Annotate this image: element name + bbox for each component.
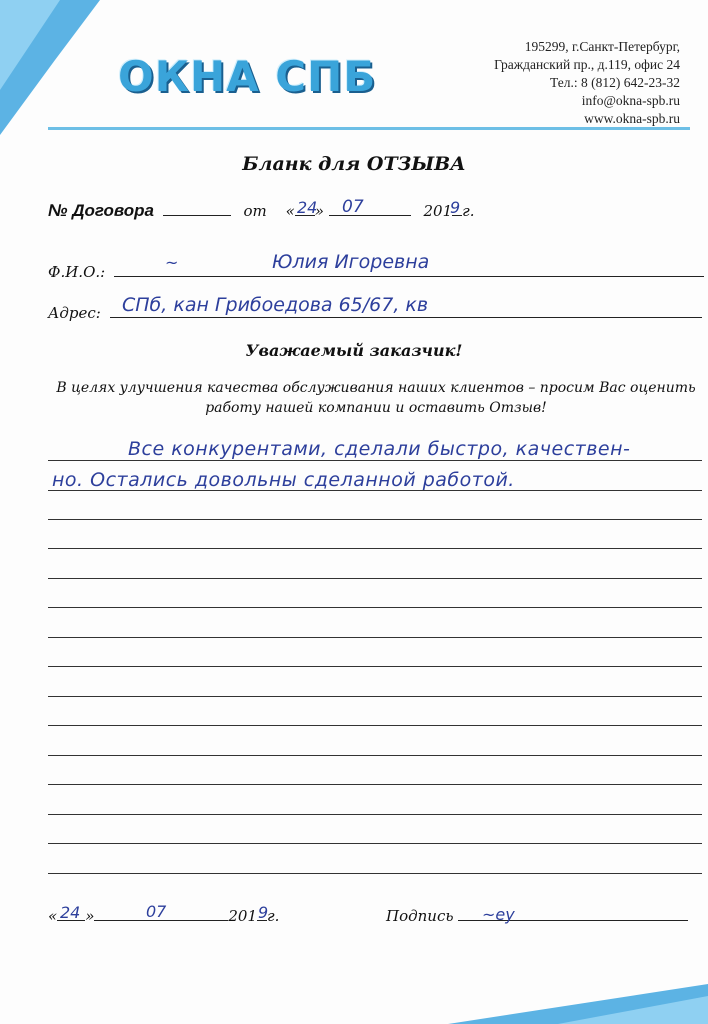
signature-row: [386, 906, 688, 925]
from-label: от: [243, 202, 267, 220]
review-line[interactable]: [48, 784, 702, 785]
contract-year-prefix: 201: [423, 202, 453, 220]
review-line[interactable]: [48, 696, 702, 697]
review-line[interactable]: [48, 548, 702, 549]
review-line[interactable]: [48, 637, 702, 638]
handwritten-review-line-2: но. Остались довольны сделанной работой.: [52, 469, 515, 491]
review-line[interactable]: [48, 755, 702, 756]
quote-close: »: [85, 907, 95, 925]
header-divider: [48, 127, 690, 130]
handwritten-contract-day: 24: [297, 198, 318, 217]
date-year-suffix: г.: [267, 907, 280, 925]
handwritten-contract-month: 07: [342, 197, 364, 217]
contact-email: info@okna-spb.ru: [581, 93, 680, 108]
contact-address-line-1: 195299, г.Санкт-Петербург,: [524, 39, 680, 54]
handwritten-fio-mark: ~: [165, 253, 179, 272]
contact-phone: Тел.: 8 (812) 642-23-32: [550, 75, 680, 90]
review-line[interactable]: [48, 873, 702, 874]
contact-address-line-2: Гражданский пр., д.119, офис 24: [494, 57, 680, 72]
quote-open: «: [48, 907, 58, 925]
contract-label: № Договора: [48, 201, 154, 220]
review-line[interactable]: [48, 460, 702, 461]
handwritten-address: СПб, кан Грибоедова 65/67, кв: [122, 294, 429, 316]
company-contacts: [494, 38, 680, 128]
review-line[interactable]: [48, 578, 702, 579]
date-year-prefix: 201: [228, 907, 258, 925]
corner-decoration: [0, 0, 100, 140]
handwritten-date-day: 24: [60, 903, 81, 922]
handwritten-fio: Юлия Игоревна: [272, 251, 430, 273]
company-logo: ОКНА СПБ: [118, 52, 377, 101]
review-line[interactable]: [48, 814, 702, 815]
contract-year-suffix: г.: [462, 202, 475, 220]
handwritten-review-line-1: Все конкурентами, сделали быстро, качествен-: [128, 438, 631, 460]
corner-decoration: [408, 984, 708, 1024]
review-line[interactable]: [48, 843, 702, 844]
quote-open: «: [285, 202, 295, 220]
quote-close: »: [314, 202, 324, 220]
greeting: Уважаемый заказчик!: [245, 341, 463, 360]
handwritten-date-month: 07: [146, 902, 167, 921]
fio-label: Ф.И.О.:: [48, 263, 106, 281]
address-label: Адрес:: [48, 304, 101, 322]
handwritten-contract-year: 9: [450, 198, 461, 217]
intro-text: В целях улучшения качества обслуживания наших клиентов – просим Вас оценить работу нашей компании и оставить Отзыв!: [56, 380, 696, 416]
handwritten-date-year: 9: [258, 903, 269, 922]
contract-row: [48, 201, 475, 221]
review-line[interactable]: [48, 666, 702, 667]
handwritten-signature: ~ey: [482, 905, 515, 924]
form-title: Бланк для ОТЗЫВА: [242, 153, 466, 175]
review-line[interactable]: [48, 725, 702, 726]
contract-number-field[interactable]: [163, 201, 231, 216]
review-line[interactable]: [48, 519, 702, 520]
contact-website: www.okna-spb.ru: [584, 111, 680, 126]
review-line[interactable]: [48, 607, 702, 608]
signature-label: Подпись: [386, 907, 454, 925]
